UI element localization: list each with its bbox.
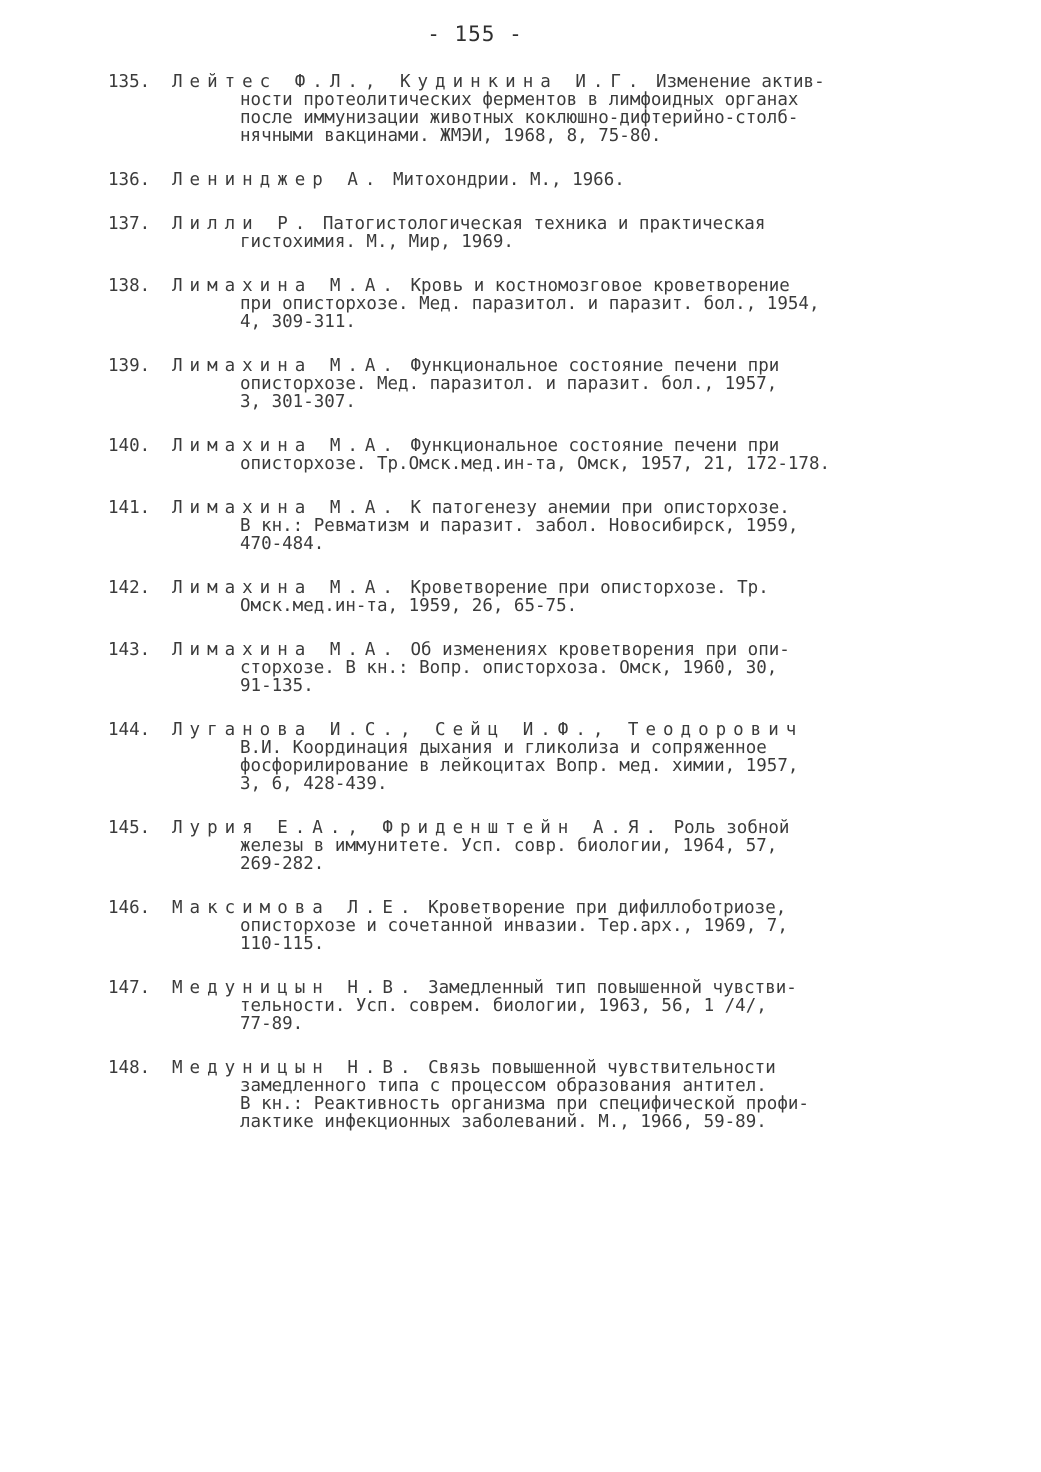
reference-author: Лимахина М.А.: [172, 356, 400, 376]
reference-number: 137.: [108, 214, 151, 234]
reference-continuation-line: 4, 309-311.: [240, 312, 356, 332]
reference-continuation-line: описторхозе. Мед. паразитол. и паразит. бол., 1957,: [240, 374, 778, 394]
reference-author: Лимахина М.А.: [172, 640, 400, 660]
reference-continuation-line: 269-282.: [240, 854, 325, 874]
reference-entry: [108, 1059, 978, 1131]
reference-author: Лилли Р.: [172, 214, 313, 234]
reference-author: Лимахина М.А.: [172, 276, 400, 296]
reference-author: Лурия Е.А., Фриденштейн А.Я.: [172, 818, 664, 838]
reference-number: 143.: [108, 640, 151, 660]
reference-number: 142.: [108, 578, 151, 598]
reference-author: Медуницын Н.В.: [172, 978, 418, 998]
reference-number: 139.: [108, 356, 151, 376]
reference-entry: [108, 899, 978, 953]
reference-continuation-line: сторхозе. В кн.: Вопр. описторхоза. Омск, 1960, 30,: [240, 658, 778, 678]
reference-entry: [108, 499, 978, 553]
reference-first-line: [108, 499, 978, 517]
reference-number: 145.: [108, 818, 151, 838]
reference-number: 144.: [108, 720, 151, 740]
reference-continuation-line: фосфорилирование в лейкоцитах Вопр. мед. химии, 1957,: [240, 756, 799, 776]
reference-continuation-line: В.И. Координация дыхания и гликолиза и сопряженное: [240, 738, 767, 758]
reference-text: Связь повышенной чувствительности: [428, 1058, 776, 1078]
reference-continuation-line: описторхозе и сочетанной инвазии. Тер.арх., 1969, 7,: [240, 916, 788, 936]
reference-text: Изменение актив-: [656, 72, 825, 92]
reference-first-line: [108, 437, 978, 455]
reference-author: Лимахина М.А.: [172, 498, 400, 518]
reference-entry: [108, 73, 978, 145]
reference-author: Луганова И.С., Сейц И.Ф., Теодорович: [172, 720, 804, 740]
reference-first-line: [108, 641, 978, 659]
reference-continuation-line: 3, 301-307.: [240, 392, 356, 412]
reference-continuation-line: лактике инфекционных заболеваний. М., 1966, 59-89.: [240, 1112, 767, 1132]
reference-list: [108, 73, 978, 1157]
reference-first-line: [108, 979, 978, 997]
reference-author: Лейтес Ф.Л., Кудинкина И.Г.: [172, 72, 646, 92]
reference-continuation-line: описторхозе. Тр.Омск.мед.ин-та, Омск, 1957, 21, 172-178.: [240, 454, 831, 474]
reference-text: Кровь и костномозговое кроветворение: [410, 276, 790, 296]
reference-number: 136.: [108, 170, 151, 190]
reference-first-line: [108, 277, 978, 295]
reference-continuation-line: ности протеолитических ферментов в лимфоидных органах: [240, 90, 799, 110]
reference-first-line: [108, 171, 978, 189]
reference-author: Максимова Л.Е.: [172, 898, 418, 918]
reference-author: Лимахина М.А.: [172, 436, 400, 456]
reference-first-line: [108, 1059, 978, 1077]
reference-author: Медуницын Н.В.: [172, 1058, 418, 1078]
reference-text: Митохондрии. М., 1966.: [392, 170, 625, 190]
reference-number: 135.: [108, 72, 151, 92]
reference-continuation-line: замедленного типа с процессом образования антител.: [240, 1076, 767, 1096]
reference-entry: [108, 721, 978, 793]
reference-text: Кроветворение при описторхозе. Тр.: [410, 578, 769, 598]
reference-number: 141.: [108, 498, 151, 518]
reference-entry: [108, 171, 978, 189]
reference-number: 140.: [108, 436, 151, 456]
reference-number: 138.: [108, 276, 151, 296]
reference-entry: [108, 579, 978, 615]
reference-entry: [108, 437, 978, 473]
reference-first-line: [108, 215, 978, 233]
reference-continuation-line: Омск.мед.ин-та, 1959, 26, 65-75.: [240, 596, 578, 616]
reference-entry: [108, 979, 978, 1033]
reference-continuation-line: В кн.: Реактивность организма при специфической профи-: [240, 1094, 809, 1114]
reference-text: Функциональное состояние печени при: [410, 356, 780, 376]
reference-text: Кроветворение при дифиллоботриозе,: [428, 898, 787, 918]
reference-continuation-line: после иммунизации животных коклюшно-дифтерийно-столб-: [240, 108, 799, 128]
reference-continuation-line: тельности. Усп. соврем. биологии, 1963, 56, 1 /4/,: [240, 996, 767, 1016]
reference-text: К патогенезу анемии при описторхозе.: [410, 498, 790, 518]
reference-text: Об изменениях кроветворения при опи-: [410, 640, 790, 660]
reference-first-line: [108, 357, 978, 375]
reference-continuation-line: 110-115.: [240, 934, 325, 954]
reference-continuation-line: железы в иммунитете. Усп. совр. биологии, 1964, 57,: [240, 836, 778, 856]
reference-entry: [108, 357, 978, 411]
reference-author: Ленинджер А.: [172, 170, 383, 190]
reference-entry: [108, 277, 978, 331]
reference-continuation-line: нячными вакцинами. ЖМЭИ, 1968, 8, 75-80.: [240, 126, 662, 146]
reference-continuation-line: 470-484.: [240, 534, 325, 554]
reference-text: Роль зобной: [673, 818, 790, 838]
reference-continuation-line: при описторхозе. Мед. паразитол. и паразит. бол., 1954,: [240, 294, 820, 314]
reference-author: Лимахина М.А.: [172, 578, 400, 598]
reference-continuation-line: 91-135.: [240, 676, 314, 696]
reference-first-line: [108, 899, 978, 917]
reference-first-line: [108, 819, 978, 837]
reference-continuation-line: гистохимия. М., Мир, 1969.: [240, 232, 514, 252]
reference-continuation-line: 3, 6, 428-439.: [240, 774, 388, 794]
reference-text: Функциональное состояние печени при: [410, 436, 780, 456]
reference-continuation-line: В кн.: Ревматизм и паразит. забол. Новосибирск, 1959,: [240, 516, 799, 536]
reference-continuation-line: 77-89.: [240, 1014, 304, 1034]
reference-entry: [108, 641, 978, 695]
page-number: - 155 -: [427, 22, 523, 46]
reference-number: 147.: [108, 978, 151, 998]
reference-entry: [108, 215, 978, 251]
reference-text: Патогистологическая техника и практическая: [322, 214, 766, 234]
reference-number: 148.: [108, 1058, 151, 1078]
reference-entry: [108, 819, 978, 873]
reference-text: Замедленный тип повышенной чувстви-: [428, 978, 797, 998]
reference-number: 146.: [108, 898, 151, 918]
reference-first-line: [108, 721, 978, 739]
reference-first-line: [108, 579, 978, 597]
reference-first-line: [108, 73, 978, 91]
